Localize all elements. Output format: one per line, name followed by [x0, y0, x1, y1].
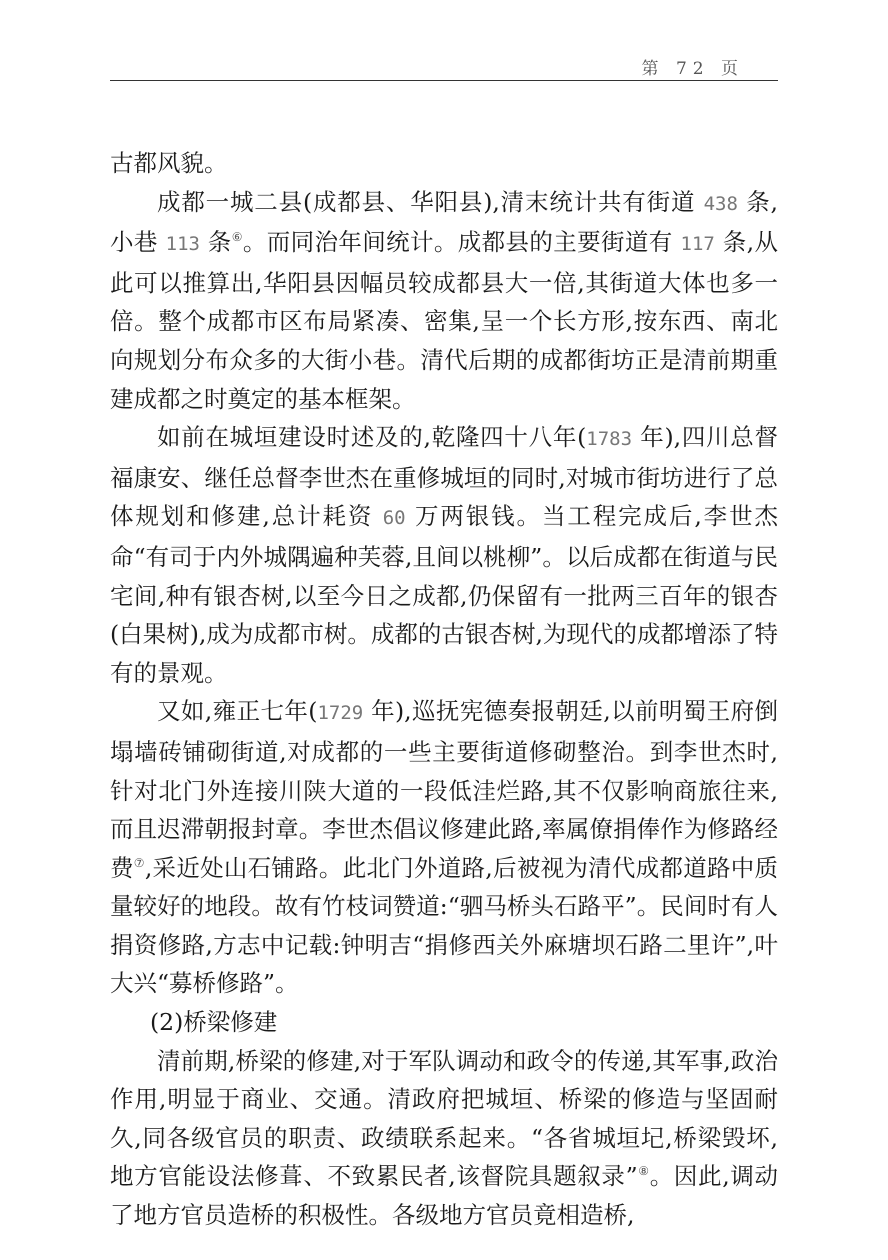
text-run: 条,从此可以推算出,华阳县因幅员较成都县大一倍,其街道大体也多一倍。整个成都市区布局紧凑、密集,呈一个长方形,按东西、南北向规划分布众多的大街小巷。清代后期的成都街坊正是清前期重建成都之时奠定的基本框架。 [110, 228, 778, 413]
number: 438 [703, 192, 738, 215]
section-heading [110, 1003, 778, 1042]
text-run: 条 [199, 228, 232, 257]
text-run: 年),四川总督福康安、继任总督李世杰在重修城垣的同时,对城市街坊进行了总体规划和修建,总计耗资 [110, 423, 779, 531]
text-run: ,采近处山石铺路。此北门外道路,后被视为清代成都道路中质量较好的地段。故有竹枝词赞道:“驷马桥头石路平”。民间时有人捐资修路,方志中记载:钟明吉“捐修西关外麻塘坝石路二里许”,叶大兴“募桥修路”。 [110, 853, 778, 998]
text-run: 又如,雍正七年( [157, 697, 318, 726]
page-number: 第 72 页 [641, 59, 744, 79]
text-run: 年),巡抚宪德奏报朝廷,以前明蜀王府倒塌墙砖铺砌街道,对成都的一些主要街道修砌整治。到李世杰时,针对北门外连接川陕大道的一段低洼烂路,其不仅影响商旅往来,而且迟滞朝报封章。李世杰倡议修建此路,率属僚捐俸作为修路经费 [110, 697, 779, 882]
paragraph-3 [110, 692, 778, 1003]
number: 1783 [586, 428, 633, 451]
number: 1729 [317, 702, 364, 725]
text-run: 。而同治年间统计。成都县的主要街道有 [242, 228, 681, 257]
number: 117 [680, 233, 715, 256]
number: 113 [165, 233, 200, 256]
page-header [110, 52, 778, 81]
paragraph-0 [110, 144, 778, 183]
text-run: 成都一城二县(成都县、华阳县),清末统计共有街道 [157, 187, 704, 216]
footnote-marker[interactable]: ⑦ [133, 855, 145, 870]
paragraph-2 [110, 418, 778, 692]
paragraph-1 [110, 183, 778, 419]
text-run: 如前在城垣建设时述及的,乾隆四十八年( [157, 423, 587, 452]
footnote-marker[interactable]: ⑥ [231, 230, 243, 245]
text-run: 清前期,桥梁的修建,对于军队调动和政令的传递,其军事,政治作用,明显于商业、交通。清政府把城垣、桥梁的修造与坚固耐久,同各级官员的职责、政绩联系起来。“各省城垣圮,桥梁毁坏,地方官能设法修葺、不致累民者,该督院具题叙录” [110, 1046, 778, 1191]
text-run: 万两银钱。当工程完成后,李世杰命“有司于内外城隅遍种芙蓉,且间以桃柳”。以后成都在街道与民宅间,种有银杏树,以至今日之成都,仍保留有一批两三百年的银杏(白果树),成为成都市树。成都的古银杏树,为现代的成都增添了特有的景观。 [110, 502, 778, 687]
footnote-marker[interactable]: ⑧ [637, 1164, 650, 1179]
heading-text: (2)桥梁修建 [150, 1008, 278, 1037]
text-run: 条,小巷 [110, 187, 778, 257]
number: 60 [382, 507, 406, 530]
text-run: 。因此,调动了地方官员造桥的积极性。各级地方官员竟相造桥, [110, 1162, 778, 1230]
body-text [110, 144, 778, 1235]
paragraph-4 [110, 1042, 778, 1235]
paragraph-text: 古都风貌。 [110, 149, 228, 177]
